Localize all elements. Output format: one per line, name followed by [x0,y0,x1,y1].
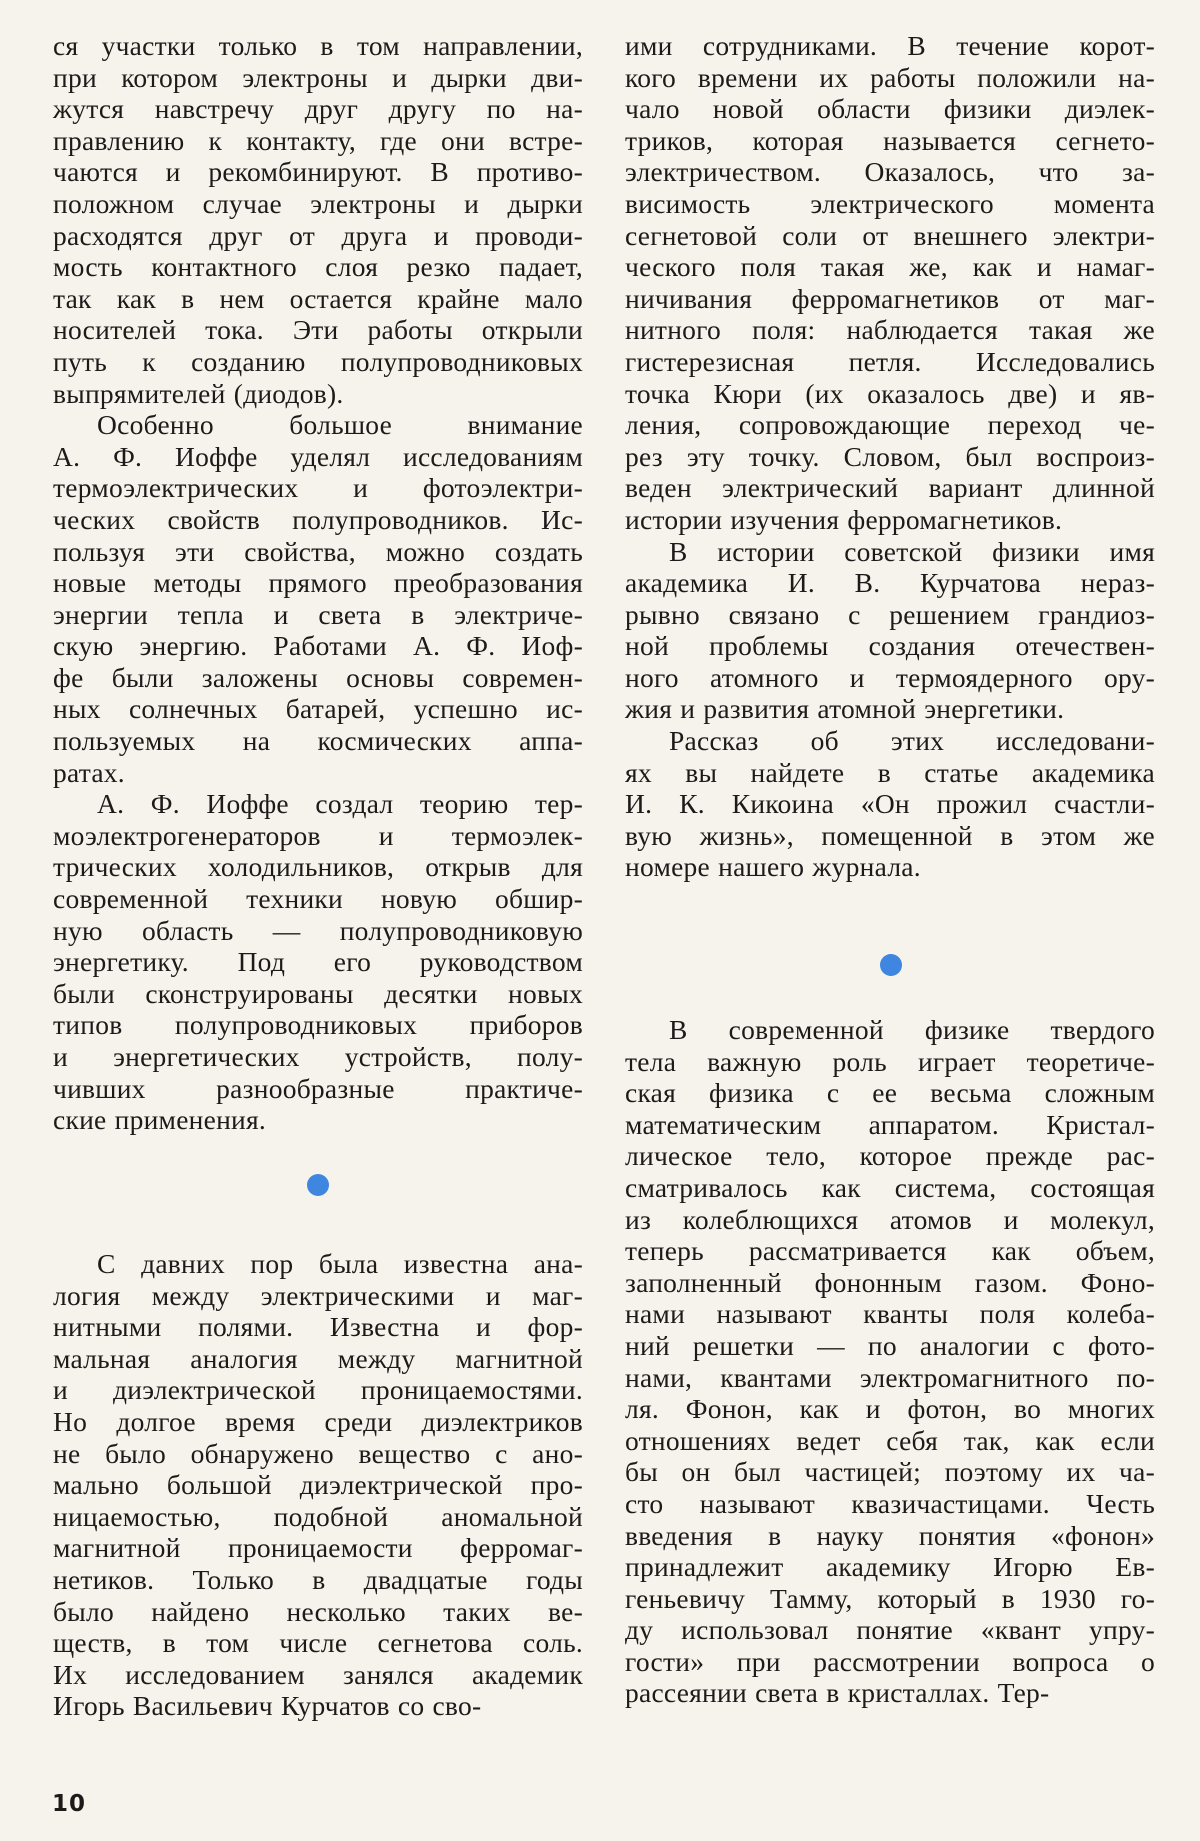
text-line: математическим аппаратом. Кристал- [625,1108,1155,1140]
text-line: были сконструированы десятки новых [53,977,583,1009]
left-column-bottom-text [53,1248,583,1722]
text-line: вую жизнь», помещенной в этом же [625,819,1155,851]
text-line: В истории советской физики имя [669,535,1155,567]
text-line: висимость электрического момента [625,187,1155,219]
text-line: лическое тело, которое прежде рас- [625,1140,1155,1172]
text-line: теперь рассматривается как объем, [625,1235,1155,1267]
text-line: трических холодильников, открыв для [53,851,583,883]
text-line: нитного поля: наблюдается такая же [625,314,1155,346]
paragraph [625,30,1155,536]
text-line: чаются и рекомбинируют. В противо- [53,156,583,188]
text-line: было найдено несколько таких ве- [53,1595,583,1627]
text-line: чивших разнообразные практиче- [53,1072,583,1104]
text-line: мально большой диэлектрической про- [53,1469,583,1501]
text-line: пользуемых на космических аппа- [53,725,583,757]
text-line: путь к созданию полупроводниковых [53,345,583,377]
text-line: нами называют кванты поля колеба- [625,1298,1155,1330]
text-line: магнитной проницаемости ферромаг- [53,1532,583,1564]
text-line: В современной физике твердого [669,1014,1155,1045]
text-line: А. Ф. Иоффе уделял исследованиям [53,440,583,472]
text-line: ществ, в том числе сегнетова соль. [53,1627,583,1659]
text-line: ду использовал понятие «квант упру- [625,1614,1155,1646]
paragraph [625,1014,1155,1709]
text-line: номере нашего журнала. [625,851,921,883]
text-line: ля. Фонон, как и фотон, во многих [625,1393,1155,1425]
text-line: сматривалось как система, состоящая [625,1171,1155,1203]
text-line: ях вы найдете в статье академика [625,756,1155,788]
text-line: рассеянии света в кристаллах. Тер- [625,1677,1050,1709]
text-line: мость контактного слоя резко падает, [53,251,583,283]
text-line: гистерезисная петля. Исследовались [625,345,1155,377]
text-line: рез эту точку. Словом, был воспроиз- [625,440,1155,472]
text-line: академика И. В. Курчатова нераз- [625,567,1155,599]
text-line: мальная аналогия между магнитной [53,1342,583,1374]
text-line: нами, квантами электромагнитного по- [625,1361,1155,1393]
text-line: фе были заложены основы современ- [53,661,583,693]
text-line: из колеблющихся атомов и молекул, [625,1203,1155,1235]
paragraph [53,30,583,409]
text-line: кого времени их работы положили на- [625,61,1155,93]
text-line: пользуя эти свойства, можно создать [53,535,583,567]
text-line: и диэлектрической проницаемостями. [53,1374,583,1406]
text-line: чало новой области физики диэлек- [625,93,1155,125]
text-line: А. Ф. Иоффе создал теорию тер- [97,788,583,820]
text-line: ницаемостью, подобной аномальной [53,1500,583,1532]
text-line: Игорь Васильевич Курчатов со сво- [53,1690,482,1722]
text-line: Особенно большое внимание [97,409,583,441]
text-line: веден электрический вариант длинной [625,472,1155,504]
text-line: С давних пор была известна ана- [97,1248,583,1279]
text-line: энергетику. Под его руководством [53,946,583,978]
text-line: так как в нем остается крайне мало [53,282,583,314]
text-line: Но долгое время среди диэлектриков [53,1405,583,1437]
text-line: моэлектрогенераторов и термоэлек- [53,819,583,851]
text-line: и энергетических устройств, полу- [53,1041,583,1072]
right-column-bottom-text [625,1014,1155,1709]
text-line: жия и развития атомной энергетики. [625,693,1065,725]
text-line: ного атомного и термоядерного ору- [625,661,1155,693]
text-line: скую энергию. Работами А. Ф. Иоф- [53,630,583,662]
left-column [53,30,583,1136]
text-line: жутся навстречу друг другу по на- [53,93,583,125]
section-separator-dot-left [307,1174,329,1196]
text-line: бы он был частицей; поэтому их ча- [625,1456,1155,1488]
text-line: истории изучения ферромагнетиков. [625,503,1063,535]
right-column-top-text [625,30,1155,883]
paragraph [53,409,583,788]
text-line: принадлежит академику Игорю Ев- [625,1551,1155,1583]
text-line: правлению к контакту, где они встре- [53,124,583,156]
text-line: ной проблемы создания отечествен- [625,630,1155,662]
text-line: при котором электроны и дырки дви- [53,61,583,93]
text-line: выпрямителей (диодов). [53,377,344,409]
text-line: энергии тепла и света в электриче- [53,598,583,630]
text-line: ческого поля такая же, как и намаг- [625,251,1155,283]
left-column-top-text [53,30,583,1136]
text-line: сегнетовой соли от внешнего электри- [625,219,1155,251]
text-line: новые методы прямого преобразования [53,567,583,599]
paragraph [53,788,583,1136]
text-line: термоэлектрических и фотоэлектри- [53,472,583,504]
text-line: ческих свойств полупроводников. Ис- [53,503,583,535]
text-line: электричеством. Оказалось, что за- [625,156,1155,188]
text-line: нетиков. Только в двадцатые годы [53,1563,583,1595]
text-line: заполненный фононным газом. Фоно- [625,1266,1155,1298]
text-line: гости» при рассмотрении вопроса о [625,1645,1155,1677]
text-line: ний решетки — по аналогии с фото- [625,1329,1155,1361]
text-line: рывно связано с решением грандиоз- [625,598,1155,630]
right-column-lower [625,1014,1155,1709]
text-line: введения в науку понятия «фонон» [625,1519,1155,1551]
right-column [625,30,1155,883]
text-line: сто называют квазичастицами. Честь [625,1487,1155,1519]
paragraph [625,536,1155,726]
text-line: Их исследованием занялся академик [53,1658,583,1690]
text-line: расходятся друг от друга и проводи- [53,219,583,251]
text-line: тела важную роль играет теоретиче- [625,1045,1155,1077]
text-line: положном случае электроны и дырки [53,187,583,219]
text-line: ничивания ферромагнетиков от маг- [625,282,1155,314]
text-line: ими сотрудниками. В течение корот- [625,30,1155,61]
text-line: нитными полями. Известна и фор- [53,1311,583,1343]
text-line: геньевичу Тамму, который в 1930 го- [625,1582,1155,1614]
text-line: ся участки только в том направлении, [53,30,583,61]
text-line: носителей тока. Эти работы открыли [53,314,583,346]
text-line: ную область — полупроводниковую [53,914,583,946]
text-line: точка Кюри (их оказалось две) и яв- [625,377,1155,409]
page-number: 10 [52,1791,87,1817]
text-line: ская физика с ее весьма сложным [625,1077,1155,1109]
paragraph [53,1248,583,1722]
left-column-lower [53,1248,583,1722]
text-line: триков, которая называется сегнето- [625,124,1155,156]
text-line: ратах. [53,756,125,788]
text-line: современной техники новую обшир- [53,883,583,915]
text-line: не было обнаружено вещество с ано- [53,1437,583,1469]
text-line: ские применения. [53,1104,267,1136]
text-line: типов полупроводниковых приборов [53,1009,583,1041]
text-line: отношениях ведет себя так, как если [625,1424,1155,1456]
paragraph [625,725,1155,883]
text-line: ления, сопровождающие переход че- [625,409,1155,441]
text-line: И. К. Кикоина «Он прожил счастли- [625,788,1155,820]
text-line: Рассказ об этих исследовани- [669,725,1155,757]
text-line: логия между электрическими и маг- [53,1279,583,1311]
text-line: ных солнечных батарей, успешно ис- [53,693,583,725]
section-separator-dot-right [880,954,902,976]
